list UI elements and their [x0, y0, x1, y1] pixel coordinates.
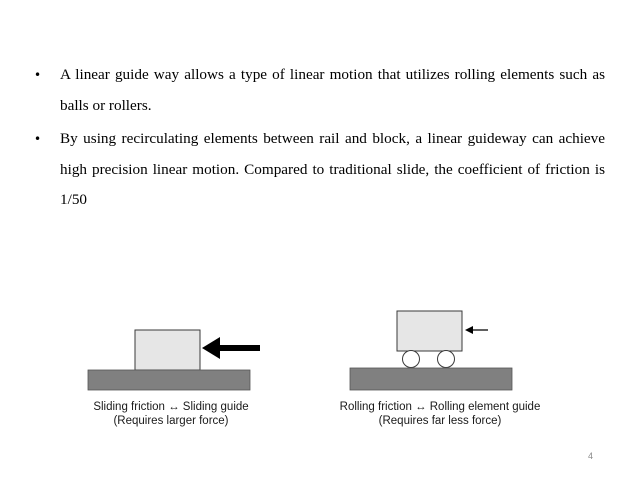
- sliding-caption-line2: (Requires larger force): [113, 415, 229, 427]
- bullet-item: [30, 60, 605, 121]
- bullet-list: [30, 60, 605, 219]
- bullet-text: A linear guide way allows a type of linear motion that utilizes rolling elements such as balls or rollers.: [60, 66, 605, 114]
- rolling-block: [397, 311, 462, 351]
- sliding-caption: [76, 400, 266, 428]
- large-force-arrow: [202, 337, 260, 359]
- rolling-caption-line2: (Requires far less force): [378, 415, 502, 427]
- bullet-marker: •: [34, 68, 42, 82]
- roller-left: [403, 351, 420, 368]
- bullet-text: By using recirculating elements between rail and block, a linear guideway can achieve high precision linear motion. Compared to traditional slide, the coefficient of friction is 1/50: [60, 130, 605, 208]
- rolling-rail: [350, 368, 512, 390]
- sliding-rail: [88, 370, 250, 390]
- small-force-arrow: [465, 326, 488, 334]
- sliding-block: [135, 330, 200, 370]
- page-number: 4: [588, 451, 594, 461]
- sliding-caption-line1: Sliding friction ↔ Sliding guide: [93, 401, 249, 413]
- roller-right: [438, 351, 455, 368]
- rolling-caption: [318, 400, 562, 428]
- rolling-caption-line1: Rolling friction ↔ Rolling element guide: [339, 401, 541, 413]
- bullet-item: [30, 124, 605, 216]
- bullet-marker: •: [34, 132, 42, 146]
